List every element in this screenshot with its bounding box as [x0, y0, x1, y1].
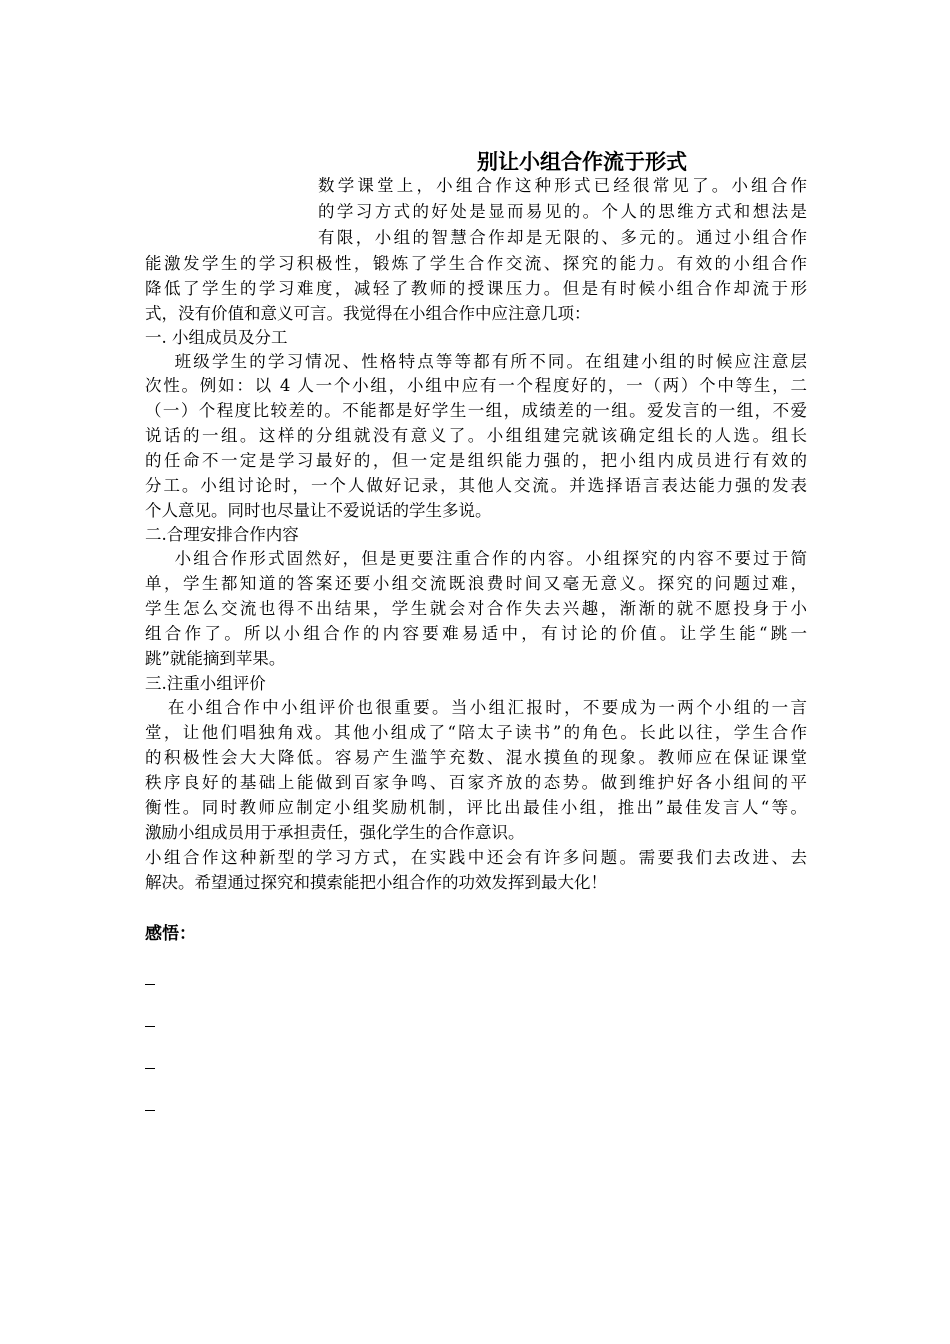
section-heading-1: 一. 小组成员及分工 [145, 328, 288, 347]
section-heading-2: 二.合理安排合作内容 [145, 525, 299, 544]
section1-line: （一）个程度比较差的。不能都是好学生一组，成绩差的一组。爱发言的一组，不爱 [145, 401, 807, 420]
section3-line: 激励小组成员用于承担责任，强化学生的合作意识。 [145, 823, 525, 842]
intro-line: 式，没有价值和意义可言。我觉得在小组合作中应注意几项： [145, 304, 591, 323]
section3-line: 在小组合作中小组评价也很重要。当小组汇报时，不要成为一两个小组的一言 [145, 698, 807, 717]
section2-line: 小组合作形式固然好，但是更要注重合作的内容。小组探究的内容不要过于简 [145, 549, 807, 568]
intro-line: 的学习方式的好处是显而易见的。个人的思维方式和想法是 [318, 202, 807, 221]
conclusion-line: 解决。希望通过探究和摸索能把小组合作的功效发挥到最大化！ [145, 873, 607, 892]
section-heading-3: 三.注重小组评价 [145, 674, 266, 693]
ganwu-label: 感悟： [145, 924, 196, 944]
section3-line: 秩序良好的基础上能做到百家争鸣、百家齐放的态势。做到维护好各小组间的平 [145, 773, 807, 792]
intro-line: 有限，小组的智慧合作却是无限的、多元的。通过小组合作 [318, 228, 807, 247]
section3-line: 堂，让他们唱独角戏。其他小组成了“陪太子读书”的角色。长此以往，学生合作 [145, 723, 807, 742]
section1-line: 的任命不一定是学习最好的，但一定是组织能力强的，把小组内成员进行有效的 [145, 451, 807, 470]
section1-line: 班级学生的学习情况、性格特点等等都有所不同。在组建小组的时候应注意层 [145, 352, 807, 371]
blank-line [145, 1110, 155, 1111]
section2-line: 单，学生都知道的答案还要小组交流既浪费时间又毫无意义。探究的问题过难， [145, 574, 807, 593]
section3-line: 衡性。同时教师应制定小组奖励机制，评比出最佳小组，推出”最佳发言人“等。 [145, 798, 807, 817]
conclusion-line: 小组合作这种新型的学习方式，在实践中还会有许多问题。需要我们去改进、去 [145, 848, 807, 867]
section1-line: 次性。例如：以 4 人一个小组，小组中应有一个程度好的，一（两）个中等生，二 [145, 376, 807, 395]
blank-line [145, 984, 155, 985]
section1-line: 个人意见。同时也尽量让不爱说话的学生多说。 [145, 501, 492, 520]
section3-line: 的积极性会大大降低。容易产生滥竽充数、混水摸鱼的现象。教师应在保证课堂 [145, 748, 807, 767]
document-title: 别让小组合作流于形式 [477, 150, 687, 174]
intro-line: 降低了学生的学习难度，减轻了教师的授课压力。但是有时候小组合作却流于形 [145, 279, 807, 298]
section2-line: 组合作了。所以小组合作的内容要难易适中，有讨论的价值。让学生能“跳一 [145, 624, 807, 643]
intro-line: 能激发学生的学习积极性，锻炼了学生合作交流、探究的能力。有效的小组合作 [145, 254, 807, 273]
intro-line: 数学课堂上，小组合作这种形式已经很常见了。小组合作 [318, 176, 807, 195]
section1-line: 分工。小组讨论时，一个人做好记录，其他人交流。并选择语言表达能力强的发表 [145, 476, 807, 495]
section2-line: 学生怎么交流也得不出结果，学生就会对合作失去兴趣，渐渐的就不愿投身于小 [145, 599, 807, 618]
blank-line [145, 1068, 155, 1069]
section1-line: 说话的一组。这样的分组就没有意义了。小组组建完就该确定组长的人选。组长 [145, 426, 807, 445]
section2-line: 跳”就能摘到苹果。 [145, 649, 286, 668]
blank-line [145, 1026, 155, 1027]
